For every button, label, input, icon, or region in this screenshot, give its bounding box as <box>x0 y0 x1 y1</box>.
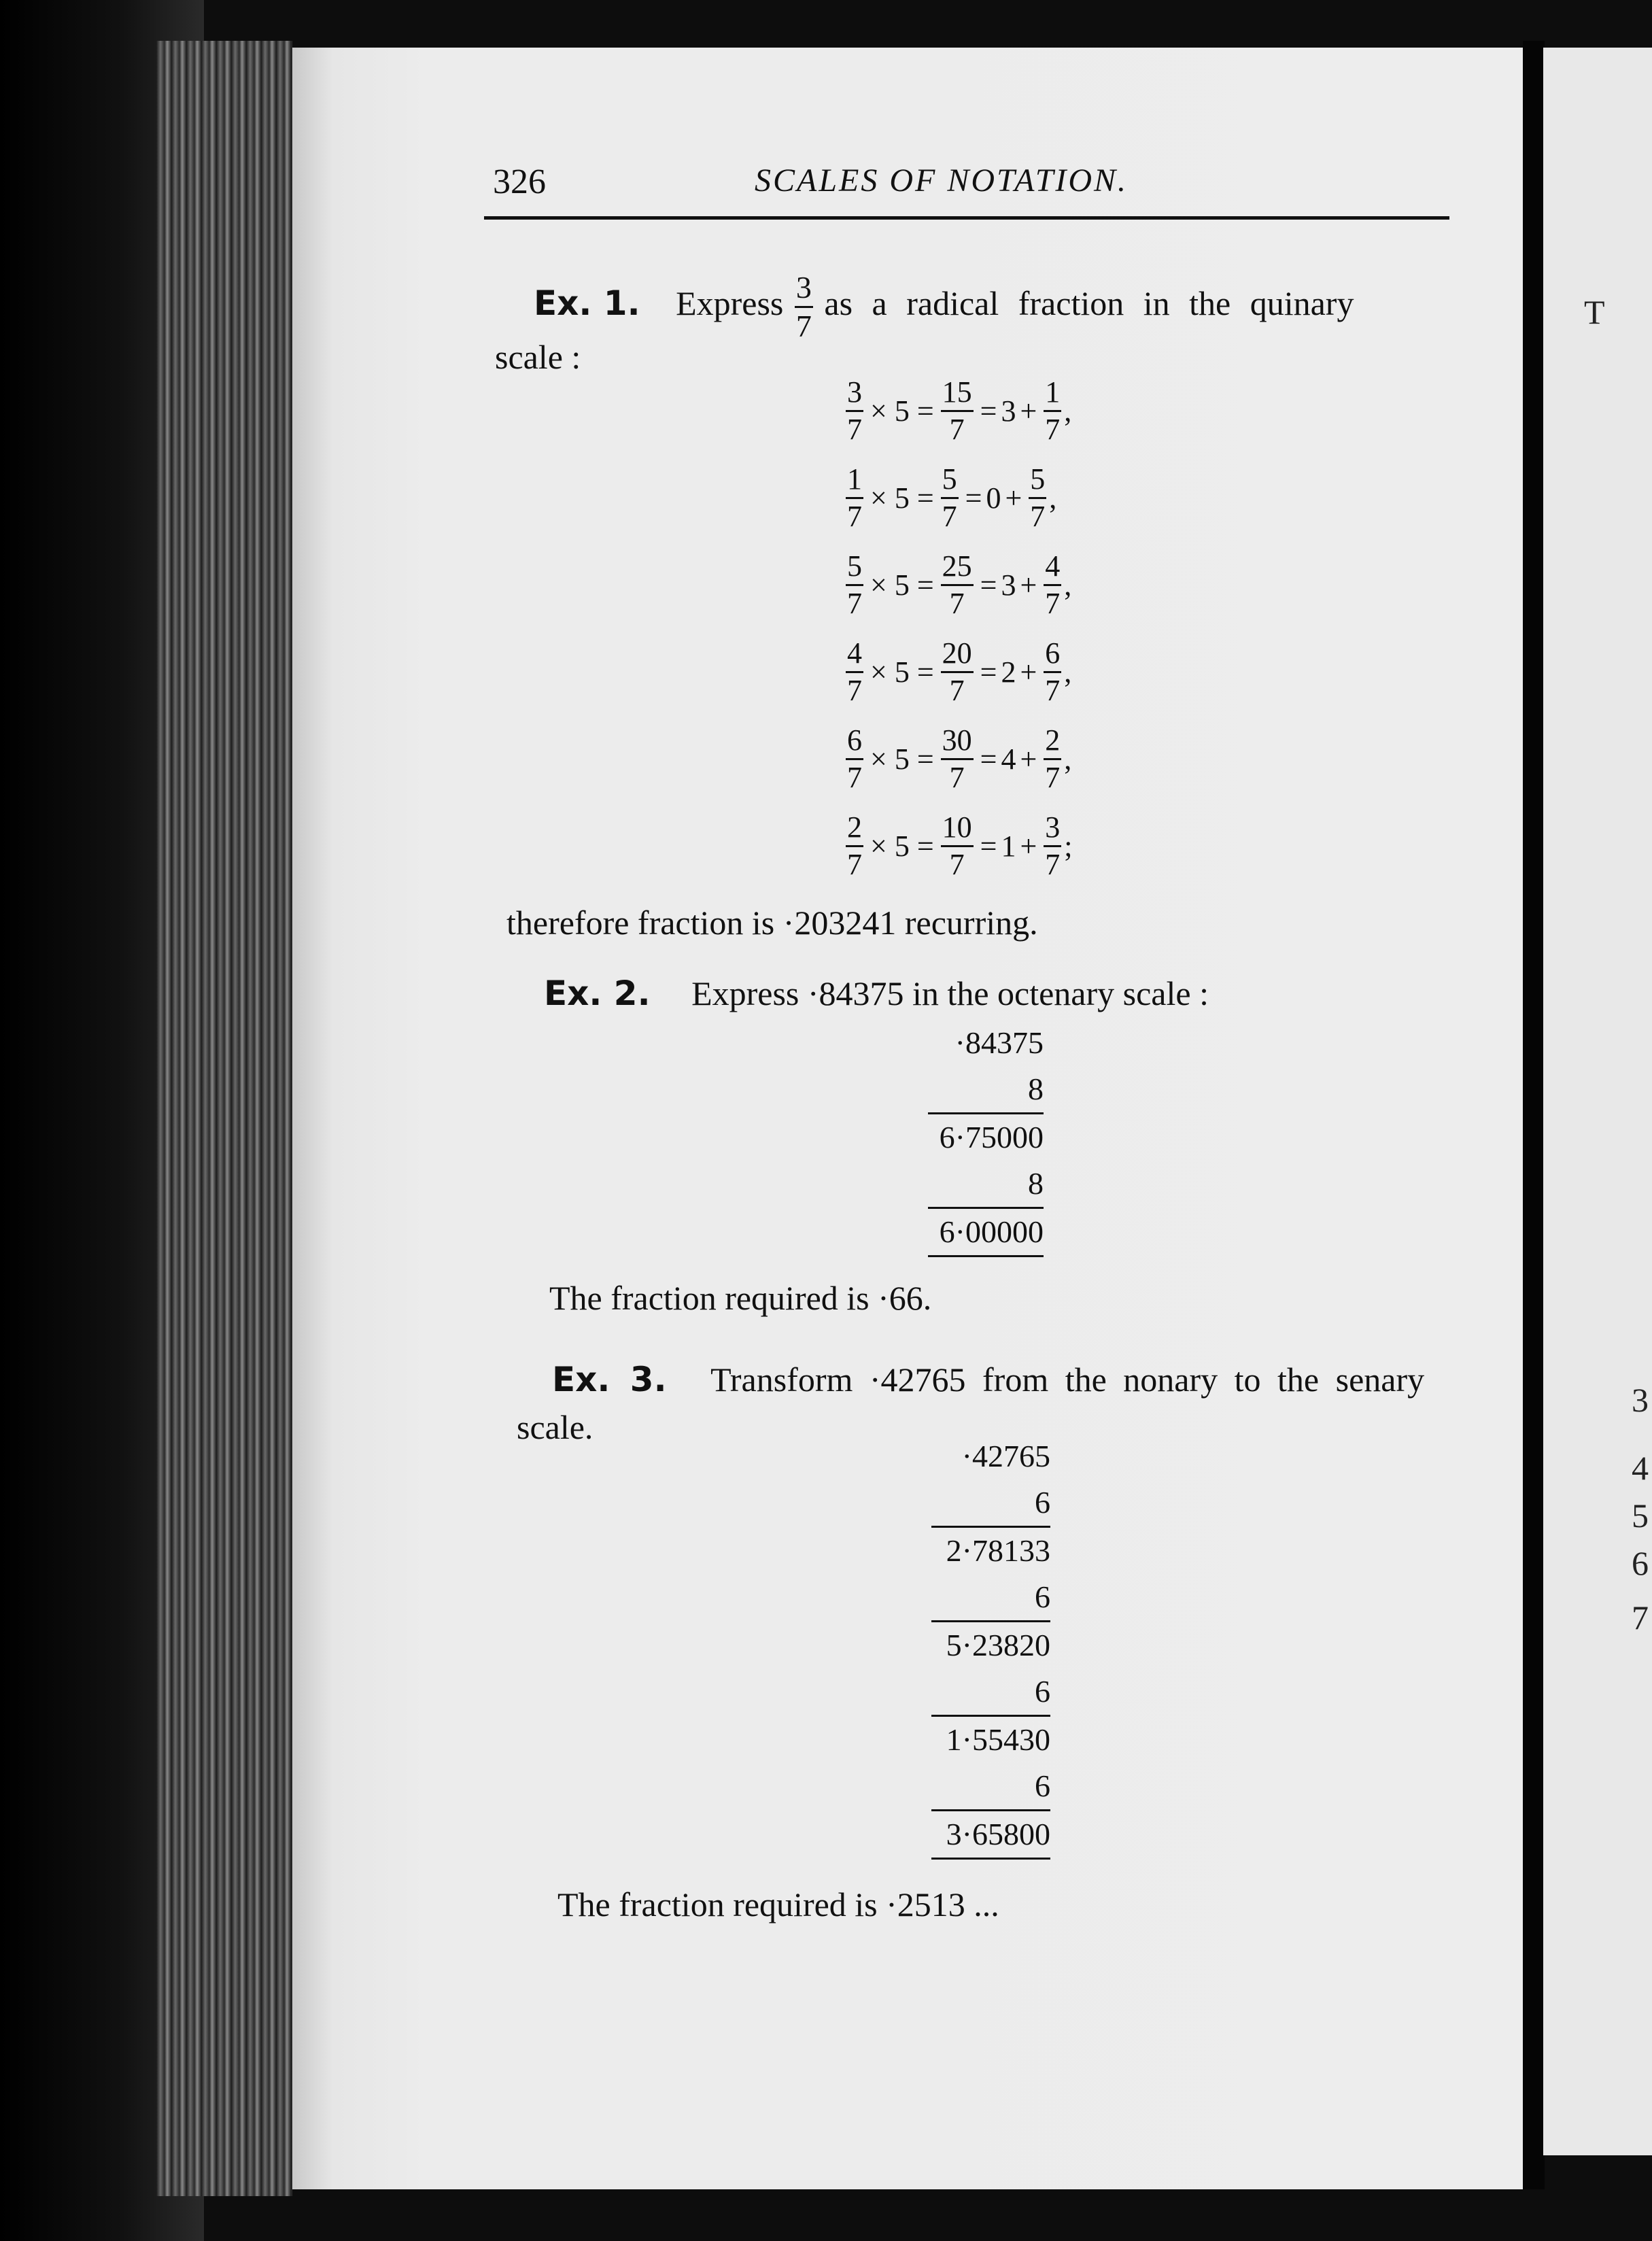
next-page-fragment: 3 <box>1632 1381 1649 1419</box>
next-page-fragment: 7 <box>1632 1598 1649 1637</box>
ex3-line1: Ex. 3. Transform ·42765 from the nonary to the senary <box>552 1360 1425 1399</box>
ex2-label: Ex. 2. <box>544 974 651 1013</box>
equation-row: $\frac{6}{7}$ × 5 = $\frac{30}{7}$ = 4 + $\frac{2}{7}$ , <box>847 723 1072 794</box>
gutter-shadow <box>1523 41 1545 2189</box>
next-page-edge <box>1543 48 1652 2155</box>
ex1-label: Ex. 1. <box>534 283 640 323</box>
next-page-fragment: 5 <box>1632 1496 1649 1535</box>
ex1-line2: scale : <box>495 338 581 376</box>
next-page-fragment: T <box>1584 293 1605 331</box>
next-page-fragment: 4 <box>1632 1449 1649 1487</box>
equation-row: $\frac{3}{7}$ × 5 = $\frac{15}{7}$ = 3 + $\frac{1}{7}$ , <box>847 375 1072 446</box>
ex1-line1: Ex. 1. Express $\frac{3}{7}$ as a radical fraction in the quinary <box>534 270 1354 343</box>
next-page-fragment: 6 <box>1632 1544 1649 1582</box>
ex1-fraction: $\frac{3}{7}$ <box>795 270 812 343</box>
ex2-line: Ex. 2. Express ·84375 in the octenary scale : <box>544 974 1209 1013</box>
ex2-result: The fraction required is ·66. <box>549 1279 932 1317</box>
equation-row: $\frac{1}{7}$ × 5 = $\frac{5}{7}$ = 0 + $\frac{5}{7}$ , <box>847 462 1057 533</box>
equation-row: $\frac{5}{7}$ × 5 = $\frac{25}{7}$ = 3 + $\frac{4}{7}$ , <box>847 549 1072 620</box>
ex3-result: The fraction required is ·2513 ... <box>557 1885 999 1923</box>
page-number: 326 <box>493 162 546 201</box>
ex3-line2: scale. <box>517 1408 593 1446</box>
page-edges <box>156 41 292 2196</box>
ex1-conclusion: therefore fraction is ·203241 recurring. <box>506 904 1038 942</box>
header-rule <box>484 216 1449 220</box>
equation-row: $\frac{4}{7}$ × 5 = $\frac{20}{7}$ = 2 + $\frac{6}{7}$ , <box>847 636 1072 707</box>
equation-row: $\frac{2}{7}$ × 5 = $\frac{10}{7}$ = 1 + $\frac{3}{7}$ ; <box>847 810 1073 881</box>
ex3-multiplication: ·42765 6 2·78133 6 5·23820 6 1·55430 6 3·65800 <box>931 1433 1050 1860</box>
running-head: SCALES OF NOTATION. <box>755 162 1129 199</box>
ex2-multiplication: ·84375 8 6·75000 8 6·00000 <box>928 1020 1044 1257</box>
ex3-label: Ex. 3. <box>552 1360 667 1399</box>
ex1-equations <box>843 367 1073 889</box>
